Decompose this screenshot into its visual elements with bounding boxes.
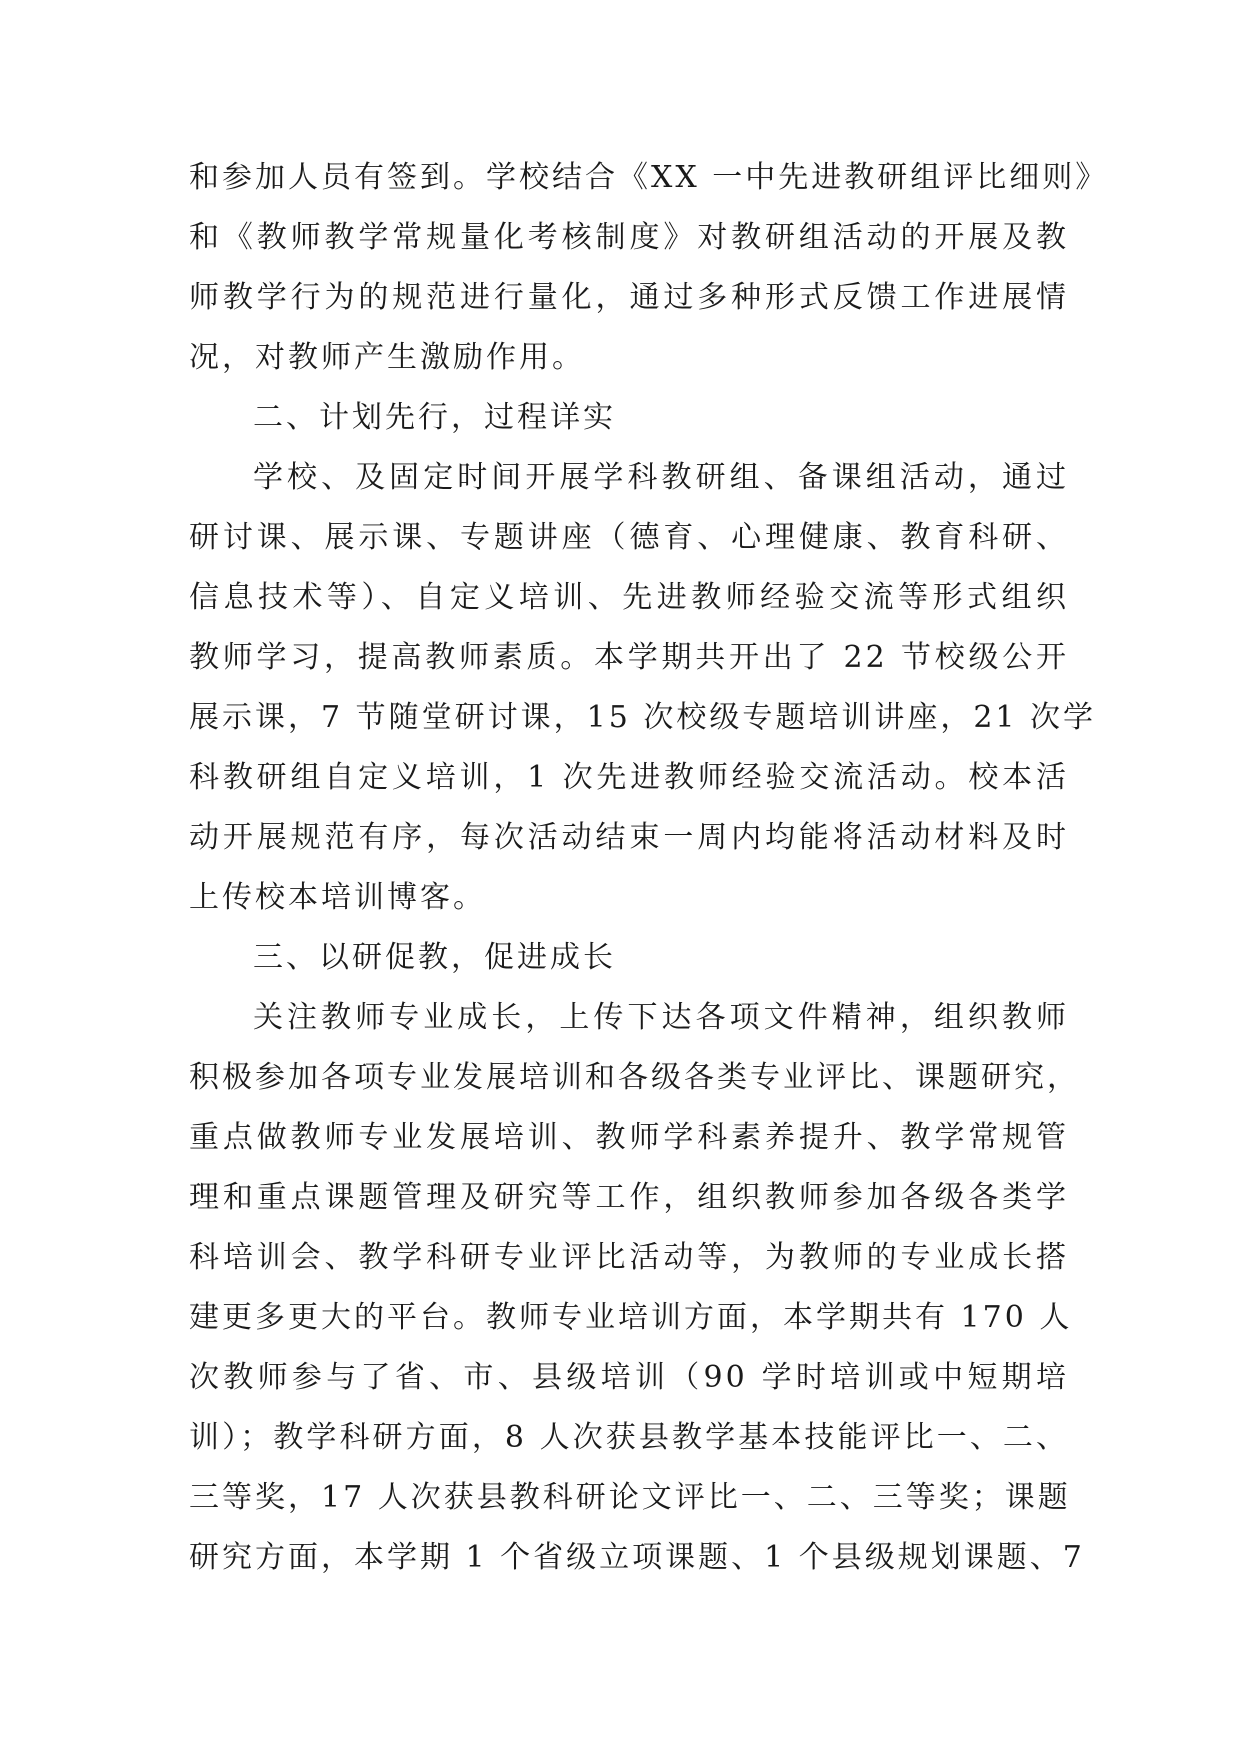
text-line: 学校、及固定时间开展学科教研组、备课组活动，通过 <box>253 460 1069 495</box>
text-line: 和参加人员有签到。学校结合《XX 一中先进教研组评比细则》 <box>189 160 1109 195</box>
text-line: 建更多更大的平台。教师专业培训方面，本学期共有 170 人 <box>189 1300 1073 1335</box>
text-line: 积极参加各项专业发展培训和各级各类专业评比、课题研究， <box>189 1060 1080 1095</box>
section-heading-plan <box>189 388 1069 448</box>
text-line: 展示课，7 节随堂研讨课，15 次校级专题培训讲座，21 次学 <box>189 700 1097 735</box>
paragraph-plan <box>189 448 1097 928</box>
text-line: 科教研组自定义培训，1 次先进教师经验交流活动。校本活 <box>189 760 1069 795</box>
text-line: 研讨课、展示课、专题讲座（德育、心理健康、教育科研、 <box>189 520 1069 555</box>
text-line: 三等奖，17 人次获县教科研论文评比一、二、三等奖；课题 <box>189 1480 1071 1515</box>
document-body <box>189 148 1109 1588</box>
paragraph-research <box>189 988 1085 1588</box>
section-heading: 二、计划先行，过程详实 <box>253 400 616 435</box>
section-heading-research <box>189 928 1069 988</box>
text-line: 训）；教学科研方面，8 人次获县教学基本技能评比一、二、 <box>189 1420 1069 1455</box>
text-line: 动开展规范有序，每次活动结束一周内均能将活动材料及时 <box>189 820 1069 855</box>
text-line: 况，对教师产生激励作用。 <box>189 340 585 375</box>
section-heading: 三、以研促教，促进成长 <box>253 940 616 975</box>
text-line: 信息技术等）、自定义培训、先进教师经验交流等形式组织 <box>189 580 1069 615</box>
text-line: 次教师参与了省、市、县级培训（90 学时培训或中短期培 <box>189 1360 1069 1395</box>
text-line: 理和重点课题管理及研究等工作，组织教师参加各级各类学 <box>189 1180 1069 1215</box>
text-line: 上传校本培训博客。 <box>189 880 486 915</box>
text-line: 研究方面，本学期 1 个省级立项课题、1 个县级规划课题、7 <box>189 1540 1085 1575</box>
text-line: 和《教师教学常规量化考核制度》对教研组活动的开展及教 <box>189 220 1069 255</box>
text-line: 教师学习，提高教师素质。本学期共开出了 22 节校级公开 <box>189 640 1069 675</box>
text-line: 科培训会、教学科研专业评比活动等，为教师的专业成长搭 <box>189 1240 1069 1275</box>
paragraph-continuation <box>189 148 1109 388</box>
text-line: 师教学行为的规范进行量化，通过多种形式反馈工作进展情 <box>189 280 1069 315</box>
text-line: 关注教师专业成长，上传下达各项文件精神，组织教师 <box>253 1000 1069 1035</box>
text-line: 重点做教师专业发展培训、教师学科素养提升、教学常规管 <box>189 1120 1069 1155</box>
